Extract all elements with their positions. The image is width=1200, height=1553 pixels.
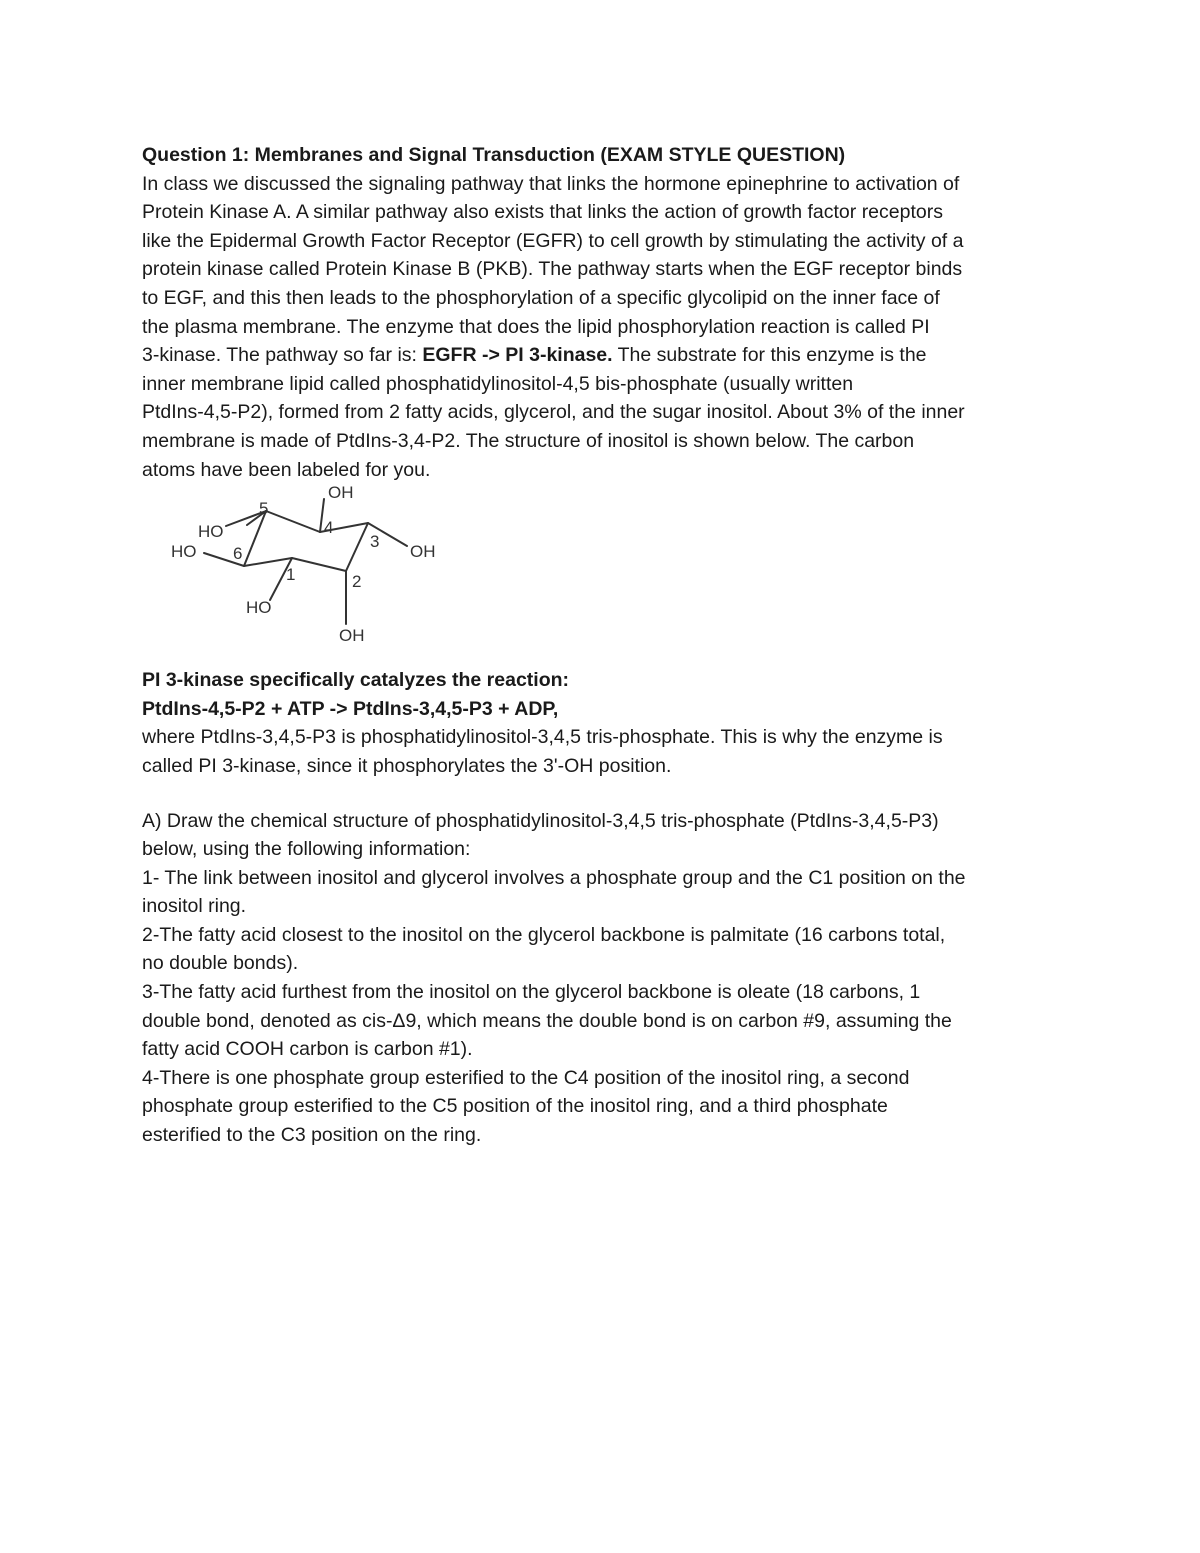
intro-line: like the Epidermal Growth Factor Receptor (EGFR) to cell growth by stimulating the activity of a [142, 229, 964, 252]
intro-line: Protein Kinase A. A similar pathway also exists that links the action of growth factor receptors [142, 201, 943, 224]
bond-c5-c4 [266, 511, 320, 532]
part-a-line: phosphate group esterified to the C5 position of the inositol ring, and a third phosphate [142, 1095, 888, 1118]
spacer [142, 654, 1072, 666]
bond-c2-c1 [292, 558, 346, 571]
intro-line: to EGF, and this then leads to the phosphorylation of a specific glycolipid on the inner face of [142, 286, 940, 309]
bond-c3-c2 [346, 523, 368, 571]
inositol-structure-svg [142, 486, 472, 654]
intro-line: inner membrane lipid called phosphatidylinositol-4,5 bis-phosphate (usually written [142, 372, 854, 395]
carbon-1-label: 1 [286, 565, 296, 585]
ho-bottom-left-label: HO [246, 598, 272, 618]
intro-paragraph [142, 170, 1072, 485]
pathway-text-after: The substrate for this enzyme is the [612, 344, 927, 367]
intro-line: membrane is made of PtdIns-3,4-P2. The structure of inositol is shown below. The carbon [142, 429, 915, 452]
intro-line: In class we discussed the signaling pathway that links the hormone epinephrine to activation of [142, 172, 960, 195]
intro-line: atoms have been labeled for you. [142, 458, 431, 481]
part-a-line: 4-There is one phosphate group esterified to the C4 position of the inositol ring, a second [142, 1066, 910, 1089]
carbon-2-label: 2 [352, 572, 362, 592]
reaction-heading: PI 3-kinase specifically catalyzes the reaction: [142, 669, 570, 692]
reaction-line: called PI 3-kinase, since it phosphorylates the 3'-OH position. [142, 754, 672, 777]
part-a-line: double bond, denoted as cis-Δ9, which means the double bond is on carbon #9, assuming the [142, 1009, 952, 1032]
carbon-5-label: 5 [259, 499, 269, 519]
part-a-section [142, 807, 1072, 1150]
carbon-4-label: 4 [324, 518, 334, 538]
pathway-line [142, 341, 1072, 370]
reaction-section [142, 666, 1072, 780]
question-title: Question 1: Membranes and Signal Transduction (EXAM STYLE QUESTION) [142, 144, 846, 166]
part-a-line: esterified to the C3 position on the ring. [142, 1124, 482, 1147]
part-a-line: fatty acid COOH carbon is carbon #1). [142, 1038, 473, 1061]
ho-back-left-label: HO [198, 522, 224, 542]
oh-top-label: OH [328, 486, 354, 503]
part-a-line: A) Draw the chemical structure of phosphatidylinositol-3,4,5 tris-phosphate (PtdIns-3,4,5-P3) [142, 809, 939, 832]
part-a-line: 1- The link between inositol and glycerol involves a phosphate group and the C1 position on the [142, 866, 966, 889]
bond-c1-c6 [244, 558, 292, 566]
part-a-line: no double bonds). [142, 952, 299, 975]
intro-line: the plasma membrane. The enzyme that does the lipid phosphorylation reaction is called PI [142, 315, 930, 338]
part-a-line: below, using the following information: [142, 838, 471, 861]
document-page [142, 141, 1072, 1150]
intro-line: PtdIns-4,5-P2), formed from 2 fatty acids, glycerol, and the sugar inositol. About 3% of the inner [142, 401, 965, 424]
ho-left-label: HO [171, 542, 197, 562]
oh-bottom-label: OH [339, 626, 365, 646]
carbon-3-label: 3 [370, 532, 380, 552]
reaction-equation: PtdIns-4,5-P2 + ATP -> PtdIns-3,4,5-P3 + ADP, [142, 697, 559, 720]
pathway-bold: EGFR -> PI 3-kinase. [422, 344, 613, 367]
pathway-text-before: 3-kinase. The pathway so far is: [142, 344, 423, 367]
part-a-line: inositol ring. [142, 895, 247, 918]
intro-line: protein kinase called Protein Kinase B (PKB). The pathway starts when the EGF receptor binds [142, 258, 963, 281]
part-a-line: 3-The fatty acid furthest from the inositol on the glycerol backbone is oleate (18 carbons, 1 [142, 981, 921, 1004]
reaction-line: where PtdIns-3,4,5-P3 is phosphatidylinositol-3,4,5 tris-phosphate. This is why the enzyme is [142, 726, 943, 749]
oh-right-label: OH [410, 542, 436, 562]
spacer [142, 781, 1072, 807]
carbon-6-label: 6 [233, 544, 243, 564]
part-a-line: 2-The fatty acid closest to the inositol on the glycerol backbone is palmitate (16 carbons total, [142, 923, 946, 946]
inositol-structure-figure [142, 486, 1072, 654]
